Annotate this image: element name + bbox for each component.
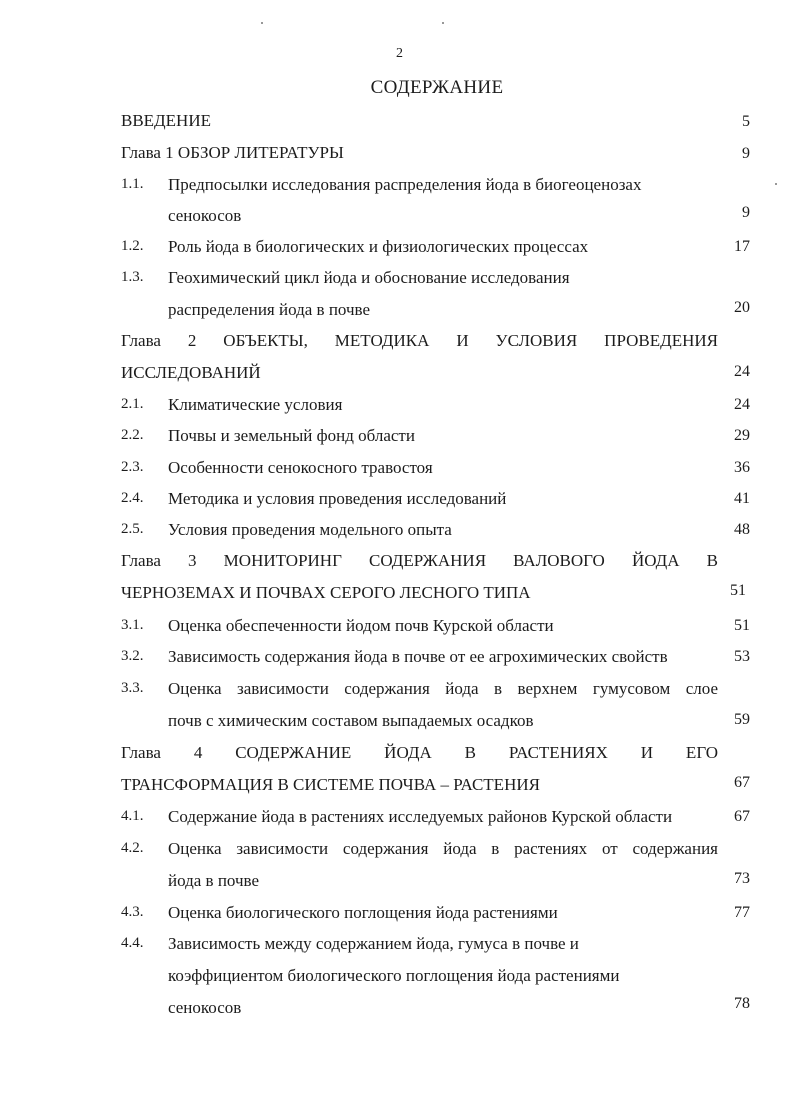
toc-entry-page: 51 — [730, 582, 746, 599]
scan-speck — [261, 22, 263, 24]
toc-entry-title: Особенности сенокосного травостоя — [168, 458, 433, 477]
toc-entry-number: 2.1. — [121, 396, 144, 412]
toc-entry-title: Оценка биологического поглощения йода растениями — [168, 903, 558, 922]
toc-entry-page: 77 — [734, 904, 750, 921]
toc-entry-page: 67 — [734, 808, 750, 825]
page-number: 2 — [396, 46, 403, 61]
toc-entry-page: 73 — [734, 870, 750, 887]
toc-entry-title-cont: распределения йода в почве — [168, 300, 371, 319]
toc-entry-title-cont: ТРАНСФОРМАЦИЯ В СИСТЕМЕ ПОЧВА – РАСТЕНИЯ — [121, 775, 540, 794]
toc-entry-page: 24 — [734, 396, 750, 413]
toc-entry-number: 4.1. — [121, 808, 144, 824]
toc-entry-number: 1.2. — [121, 238, 144, 254]
toc-entry-title: Геохимический цикл йода и обоснование исследования — [168, 268, 570, 287]
toc-entry-title: Зависимость содержания йода в почве от ее агрохимических свойств — [168, 647, 668, 666]
toc-entry-title: Оценка обеспеченности йодом почв Курской области — [168, 616, 554, 635]
toc-entry-number: 3.2. — [121, 648, 144, 664]
toc-entry-number: 3.3. — [121, 680, 144, 696]
toc-heading: СОДЕРЖАНИЕ — [370, 77, 504, 98]
toc-entry-title: Климатические условия — [168, 395, 343, 414]
toc-entry-title-cont: ИССЛЕДОВАНИЙ — [121, 363, 261, 382]
toc-entry-title: ВВЕДЕНИЕ — [121, 111, 211, 130]
toc-entry-number: 4.4. — [121, 935, 144, 951]
toc-entry-number: 4.3. — [121, 904, 144, 920]
toc-entry-number: 3.1. — [121, 617, 144, 633]
toc-entry-title-cont: ЧЕРНОЗЕМАХ И ПОЧВАХ СЕРОГО ЛЕСНОГО ТИПА — [121, 583, 531, 602]
toc-entry-title-cont: сенокосов — [168, 206, 242, 225]
toc-entry-title: Глава 1 ОБЗОР ЛИТЕРАТУРЫ — [121, 143, 344, 162]
toc-entry-title-cont: йода в почве — [168, 871, 260, 890]
toc-entry-title: Глава 4 СОДЕРЖАНИЕ ЙОДА В РАСТЕНИЯХ И ЕГО — [121, 743, 718, 762]
toc-entry-title-cont: коэффициентом биологического поглощения йода растениями — [168, 966, 620, 985]
toc-entry-title: Предпосылки исследования распределения йода в биогеоценозах — [168, 175, 642, 194]
scan-speck — [442, 22, 444, 24]
toc-entry-page: 9 — [742, 145, 750, 162]
toc-entry-number: 2.5. — [121, 521, 144, 537]
toc-entry-title: Методика и условия проведения исследований — [168, 489, 507, 508]
toc-entry-page: 20 — [734, 299, 750, 316]
toc-entry-number: 2.4. — [121, 490, 144, 506]
toc-entry-page: 67 — [734, 774, 750, 791]
toc-entry-title: Почвы и земельный фонд области — [168, 426, 415, 445]
toc-entry-page: 17 — [734, 238, 750, 255]
toc-entry-page: 9 — [742, 204, 750, 221]
toc-entry-page: 41 — [734, 490, 750, 507]
toc-entry-title: Роль йода в биологических и физиологических процессах — [168, 237, 589, 256]
toc-entry-title: Содержание йода в растениях исследуемых районов Курской области — [168, 807, 673, 826]
toc-entry-page: 29 — [734, 427, 750, 444]
toc-entry-number: 1.1. — [121, 176, 144, 192]
toc-entry-page: 48 — [734, 521, 750, 538]
toc-entry-page: 24 — [734, 363, 750, 380]
toc-entry-title-cont: почв с химическим составом выпадаемых осадков — [168, 711, 534, 730]
toc-entry-title: Зависимость между содержанием йода, гумуса в почве и — [168, 934, 579, 953]
toc-entry-number: 2.3. — [121, 459, 144, 475]
toc-entry-page: 59 — [734, 711, 750, 728]
toc-entry-title: Условия проведения модельного опыта — [168, 520, 452, 539]
toc-entry-page: 53 — [734, 648, 750, 665]
toc-entry-page: 78 — [734, 995, 750, 1012]
toc-entry-title: Глава 2 ОБЪЕКТЫ, МЕТОДИКА И УСЛОВИЯ ПРОВЕДЕНИЯ — [121, 331, 718, 350]
toc-entry-page: 36 — [734, 459, 750, 476]
toc-entry-number: 2.2. — [121, 427, 144, 443]
toc-entry-title: Оценка зависимости содержания йода в растениях от содержания — [168, 839, 718, 858]
toc-entry-title: Оценка зависимости содержания йода в верхнем гумусовом слое — [168, 679, 718, 698]
toc-entry-number: 1.3. — [121, 269, 144, 285]
toc-entry-page: 5 — [742, 113, 750, 130]
toc-entry-title-cont: сенокосов — [168, 998, 242, 1017]
toc-entry-number: 4.2. — [121, 840, 144, 856]
toc-entry-page: 51 — [734, 617, 750, 634]
scan-speck — [775, 183, 777, 185]
toc-entry-title: Глава 3 МОНИТОРИНГ СОДЕРЖАНИЯ ВАЛОВОГО ЙОДА В — [121, 551, 718, 570]
